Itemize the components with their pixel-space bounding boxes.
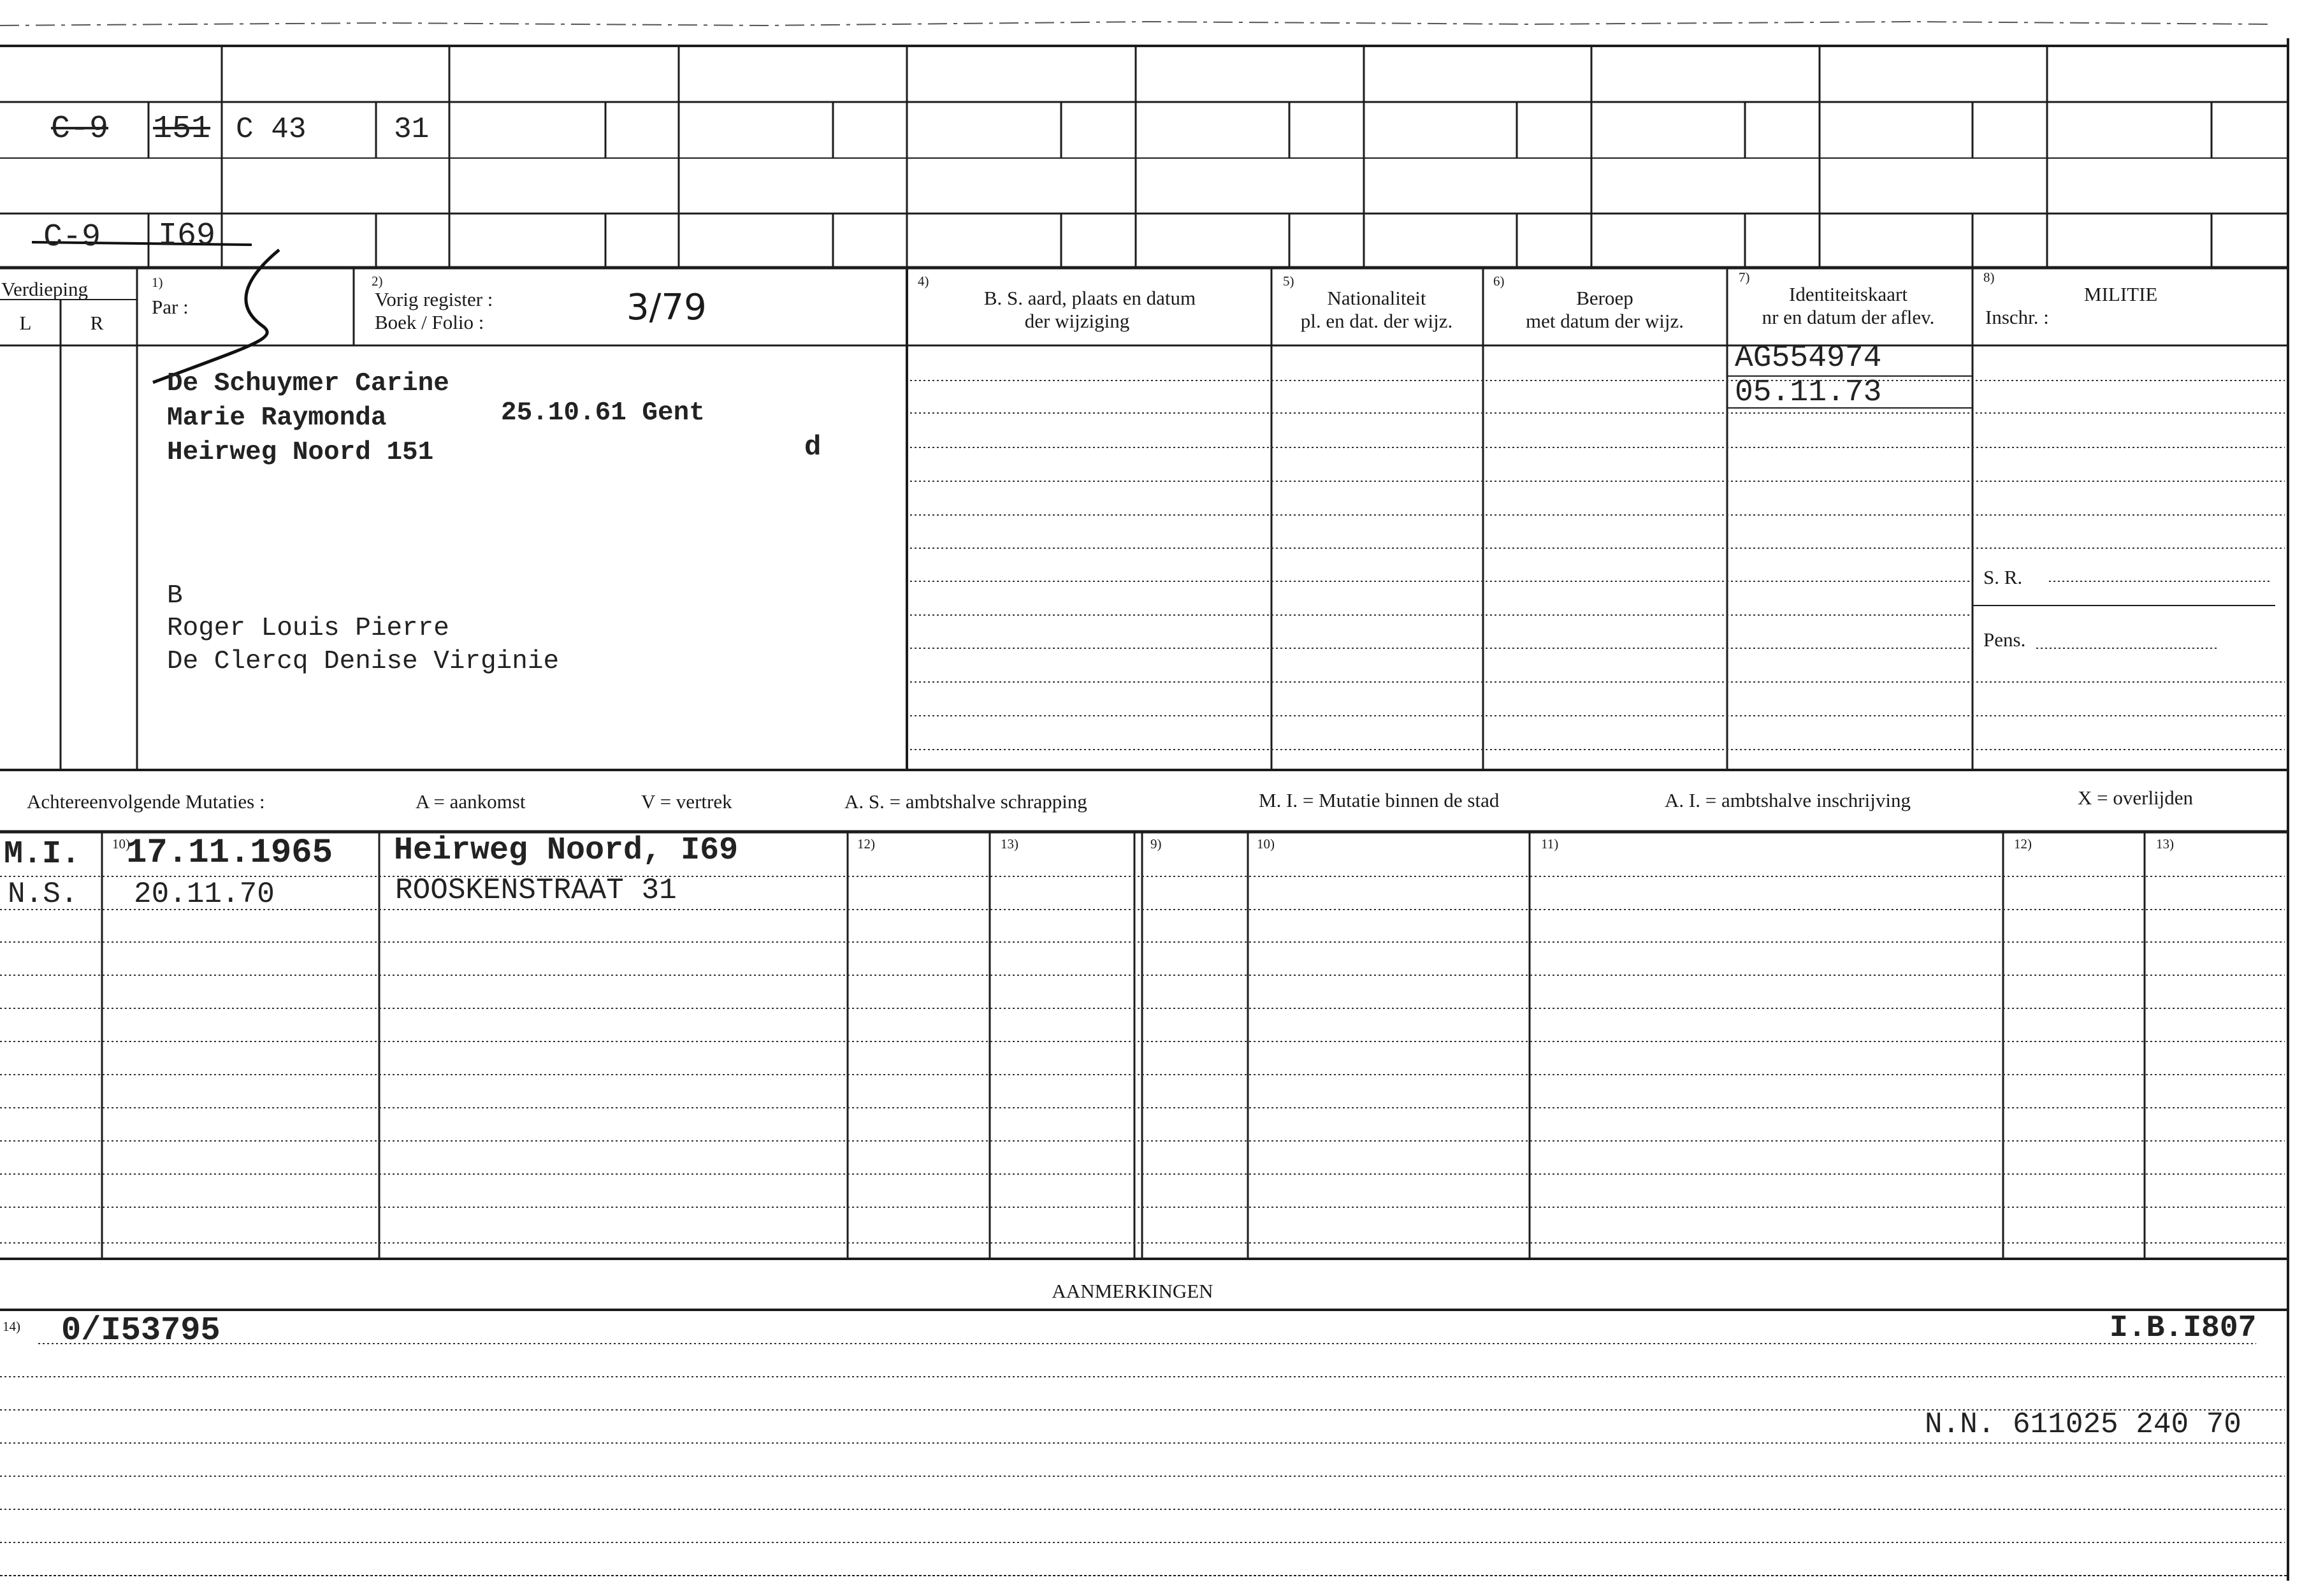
label-nat-line2: pl. en dat. der wijz. [1300, 310, 1453, 332]
number-4: 4) [918, 273, 929, 289]
mut-header-10a: 10) [112, 836, 130, 852]
mutation-1-address: Heirweg Noord, I69 [394, 832, 739, 869]
number-14: 14) [3, 1319, 20, 1334]
id-card-number: AG554974 [1735, 341, 1882, 375]
mutation-2-date: 20.11.70 [134, 878, 275, 911]
label-vorig-register: Vorig register : [375, 288, 493, 310]
folio-value: 3/79 [626, 287, 707, 328]
label-boek-folio: Boek / Folio : [375, 311, 484, 333]
label-bs-line2: der wijziging [1024, 310, 1130, 332]
number-6: 6) [1493, 273, 1505, 289]
number-7: 7) [1739, 270, 1750, 285]
number-2: 2) [372, 273, 383, 289]
id-card-date: 05.11.73 [1735, 375, 1882, 410]
remarks-ref: 0/I53795 [61, 1312, 221, 1349]
number-8: 8) [1983, 270, 1995, 285]
mutation-2-type: N.S. [8, 878, 78, 911]
father-name: Roger Louis Pierre [167, 614, 449, 643]
label-beroep-line2: met datum der wijz. [1526, 310, 1684, 332]
legend-ai: A. I. = ambtshalve inschrijving [1665, 789, 1911, 811]
label-inschr: Inschr. : [1985, 306, 2049, 328]
legend-v: V = vertrek [641, 790, 732, 813]
mut-header-12a: 12) [857, 836, 875, 852]
label-par: Par : [152, 296, 189, 318]
person-mark: d [804, 432, 822, 463]
legend-a: A = aankomst [416, 790, 526, 813]
label-pens: Pens. [1983, 628, 2026, 651]
top-entry-c9-1: C-9 [51, 111, 109, 147]
label-l: L [19, 312, 32, 334]
label-verdieping: Verdieping [1, 278, 89, 300]
remarks-ib: I.B.I807 [2110, 1311, 2257, 1346]
label-r: R [90, 312, 104, 334]
number-5: 5) [1283, 273, 1294, 289]
label-militie: MILITIE [2084, 283, 2158, 305]
top-entry-169: I69 [158, 218, 216, 254]
label-id-line2: nr en datum der aflev. [1762, 306, 1935, 328]
person-name-line2: Marie Raymonda [167, 403, 387, 433]
legend-x: X = overlijden [2078, 787, 2194, 809]
label-beroep: Beroep [1576, 287, 1633, 309]
mother-name: De Clercq Denise Virginie [167, 647, 560, 676]
legend-as: A. S. = ambtshalve schrapping [844, 790, 1087, 813]
mut-header-9: 9) [1150, 836, 1162, 852]
label-bs-line1: B. S. aard, plaats en datum [983, 287, 1196, 309]
label-identiteitskaart: Identiteitskaart [1789, 283, 1907, 305]
top-entry-31: 31 [394, 113, 430, 146]
label-nationaliteit: Nationaliteit [1327, 287, 1426, 309]
legend-title: Achtereenvolgende Mutaties : [27, 790, 265, 813]
mutation-2-address: ROOSKENSTRAAT 31 [395, 874, 677, 907]
b-label: B [167, 581, 183, 611]
top-entry-c43: C 43 [236, 113, 307, 146]
mut-header-12b: 12) [2014, 836, 2032, 852]
mut-header-13a: 13) [1001, 836, 1018, 852]
number-1: 1) [152, 275, 163, 290]
remarks-title: AANMERKINGEN [1052, 1280, 1213, 1302]
legend-mi: M. I. = Mutatie binnen de stad [1259, 789, 1500, 811]
mut-header-10b: 10) [1257, 836, 1275, 852]
top-entry-c9-2: C-9 [43, 219, 101, 256]
person-birth: 25.10.61 Gent [501, 398, 705, 428]
remarks-nn: N.N. 611025 240 70 [1925, 1408, 2241, 1441]
mutation-1-date: 17.11.1965 [126, 834, 333, 873]
top-entry-151: 151 [153, 111, 211, 147]
mut-header-11b: 11) [1541, 836, 1559, 852]
person-address: Heirweg Noord 151 [167, 438, 434, 467]
mutation-1-type: M.I. [4, 836, 81, 873]
label-sr: S. R. [1983, 566, 2023, 588]
person-name-line1: De Schuymer Carine [167, 369, 449, 398]
mut-header-13b: 13) [2156, 836, 2174, 852]
